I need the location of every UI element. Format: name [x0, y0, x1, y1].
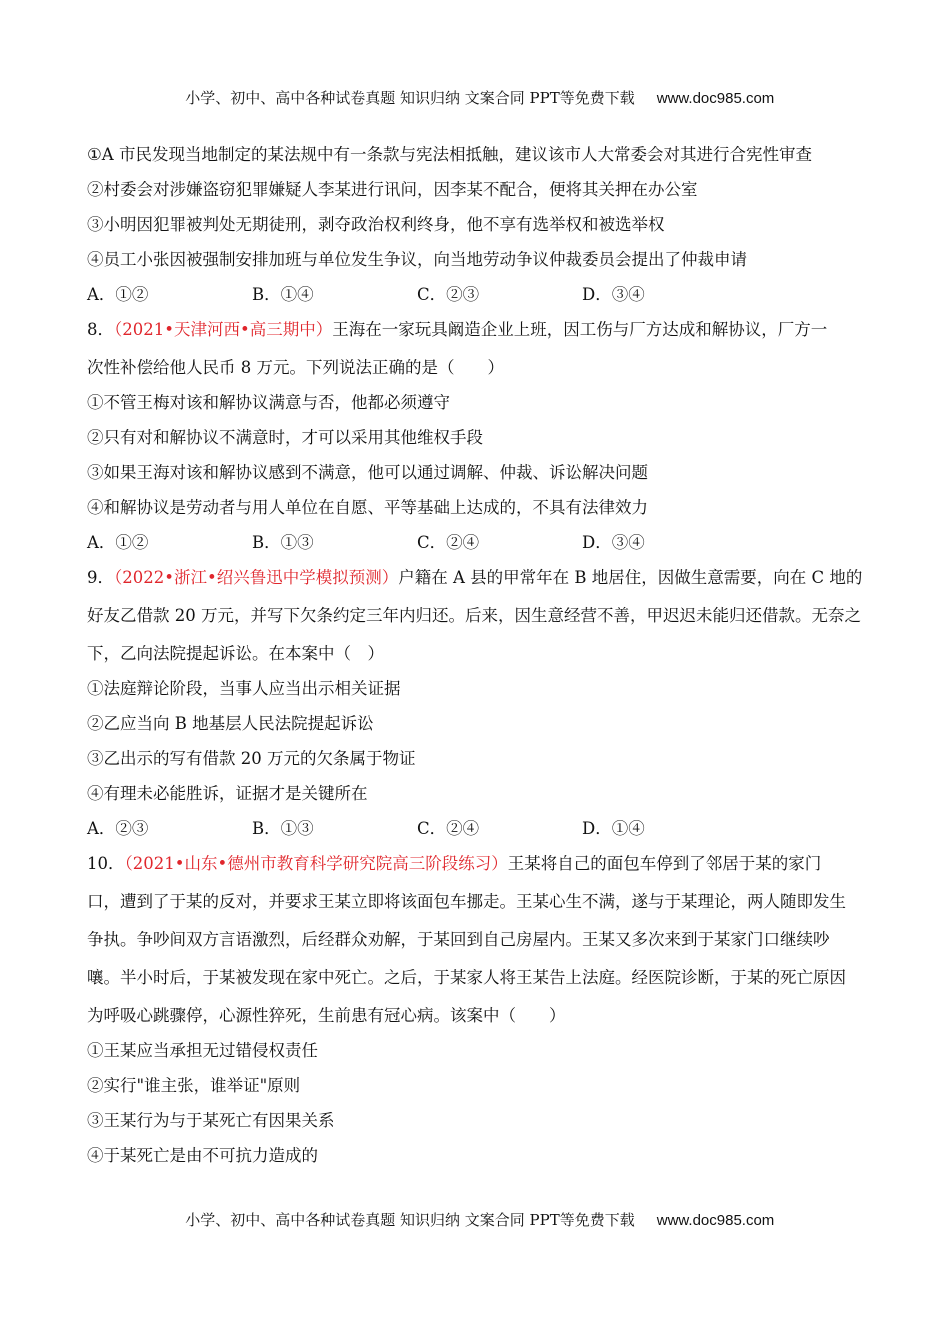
question-stem-line: [87, 968, 846, 988]
question-stem-line: [87, 854, 821, 874]
statement-line: [87, 145, 812, 165]
answer-option-c: C．②③: [417, 285, 480, 304]
answer-option-d: D．③④: [582, 533, 645, 552]
answer-option-b: B．①④: [252, 285, 314, 304]
statement-line: [87, 714, 374, 734]
header-site-link[interactable]: www.doc985.com: [656, 90, 775, 107]
question-stem-line: [87, 930, 830, 950]
statement-text: ②乙应当向 B 地基层人民法院提起诉讼: [87, 714, 374, 733]
answer-option-d: D．①④: [582, 819, 645, 838]
question-stem-line: [87, 644, 384, 664]
statement-line: [87, 498, 648, 518]
statement-line: [87, 180, 698, 200]
question-source: （2022•浙江•绍兴鲁迅中学模拟预测）: [114, 568, 399, 587]
statement-line: [87, 1041, 318, 1061]
statement-text: ②只有对和解协议不满意时，才可以采用其他维权手段: [87, 428, 483, 447]
statement-line: [87, 1146, 318, 1166]
page-header: [0, 69, 950, 108]
question-stem-line: [87, 320, 827, 340]
footer-site-link[interactable]: www.doc985.com: [656, 1212, 775, 1229]
stem-text: 王海在一家玩具阚造企业上班，因工伤与厂方达成和解协议，厂方一: [332, 320, 828, 339]
answer-option-d: D．③④: [582, 285, 645, 304]
answer-option-b: B．①③: [252, 533, 314, 552]
statement-line: [87, 1076, 300, 1096]
answer-option-c: C．②④: [417, 533, 480, 552]
statement-line: [87, 679, 401, 699]
statement-text: ①A 市民发现当地制定的某法规中有一条款与宪法相抵触，建议该市人大常委会对其进行合宪性审查: [87, 145, 812, 164]
footer-text: 小学、初中、高中各种试卷真题 知识归纳 文案合同 PPT等免费下载: [185, 1211, 635, 1229]
statement-text: ④员工小张因被强制安排加班与单位发生争议，向当地劳动争议仲裁委员会提出了仲裁申请: [87, 250, 747, 269]
question-number: 9．: [87, 568, 114, 587]
question-stem-line: [87, 606, 861, 626]
statement-line: [87, 428, 483, 448]
stem-text: 为呼吸心跳骤停，心源性猝死，生前患有冠心病。该案中（ ）: [87, 1006, 566, 1025]
statement-text: ③如果王海对该和解协议感到不满意，他可以通过调解、仲裁、诉讼解决问题: [87, 463, 648, 482]
stem-text: 嚷。半小时后，于某被发现在家中死亡。之后，于某家人将王某告上法庭。经医院诊断，于某的死亡原因: [87, 968, 846, 987]
stem-text: 好友乙借款 20 万元，并写下欠条约定三年内归还。后来，因生意经营不善，甲迟迟未能归还借款。无奈之: [87, 606, 861, 625]
statement-text: ③乙出示的写有借款 20 万元的欠条属于物证: [87, 749, 416, 768]
question-number: 8．: [87, 320, 114, 339]
stem-text: 争执。争吵间双方言语激烈，后经群众劝解，于某回到自己房屋内。王某又多次来到于某家门口继续吵: [87, 930, 830, 949]
header-text: 小学、初中、高中各种试卷真题 知识归纳 文案合同 PPT等免费下载: [185, 89, 635, 107]
statement-text: ④有理未必能胜诉，证据才是关键所在: [87, 784, 368, 803]
statement-text: ③王某行为与于某死亡有因果关系: [87, 1111, 335, 1130]
page-footer: [0, 1191, 950, 1230]
stem-text: 口，遭到了于某的反对，并要求王某立即将该面包车挪走。王某心生不满，遂与于某理论，两人随即发生: [87, 892, 846, 911]
statement-text: ④于某死亡是由不可抗力造成的: [87, 1146, 318, 1165]
stem-text: 户籍在 A 县的甲常年在 B 地居住，因做生意需要，向在 C 地的: [398, 568, 863, 587]
answer-option-a: A．②③: [87, 819, 149, 838]
question-source: （2021•天津河西•高三期中）: [114, 320, 333, 339]
statement-text: ③小明因犯罪被判处无期徒刑，剥夺政治权利终身，他不享有选举权和被选举权: [87, 215, 665, 234]
statement-line: [87, 215, 665, 235]
answer-option-b: B．①③: [252, 819, 314, 838]
statement-text: ④和解协议是劳动者与用人单位在自愿、平等基础上达成的，不具有法律效力: [87, 498, 648, 517]
question-stem-line: [87, 1006, 566, 1026]
statement-text: ①不管王梅对该和解协议满意与否，他都必须遵守: [87, 393, 450, 412]
statement-text: ①王某应当承担无过错侵权责任: [87, 1041, 318, 1060]
statement-text: ②实行"谁主张，谁举证"原则: [87, 1076, 301, 1095]
statement-text: ②村委会对涉嫌盗窃犯罪嫌疑人李某进行讯问，因李某不配合，便将其关押在办公室: [87, 180, 698, 199]
statement-line: [87, 1111, 335, 1131]
stem-text: 次性补偿给他人民币 8 万元。下列说法正确的是（ ）: [87, 358, 504, 377]
question-stem-line: [87, 358, 504, 378]
question-stem-line: [87, 568, 862, 588]
stem-text: 王某将自己的面包车停到了邻居于某的家门: [507, 854, 822, 873]
answer-option-c: C．②④: [417, 819, 480, 838]
statement-line: [87, 749, 416, 769]
statement-line: [87, 784, 368, 804]
answer-option-a: A．①②: [87, 285, 149, 304]
question-number: 10．: [87, 854, 125, 873]
statement-text: ①法庭辩论阶段，当事人应当出示相关证据: [87, 679, 401, 698]
statement-line: [87, 463, 648, 483]
stem-text: 下，乙向法院提起诉讼。在本案中（ ）: [87, 644, 384, 663]
statement-line: [87, 393, 450, 413]
statement-line: [87, 250, 747, 270]
question-source: （2021•山东•德州市教育科学研究院高三阶段练习）: [124, 854, 508, 873]
question-stem-line: [87, 892, 846, 912]
answer-option-a: A．①②: [87, 533, 149, 552]
